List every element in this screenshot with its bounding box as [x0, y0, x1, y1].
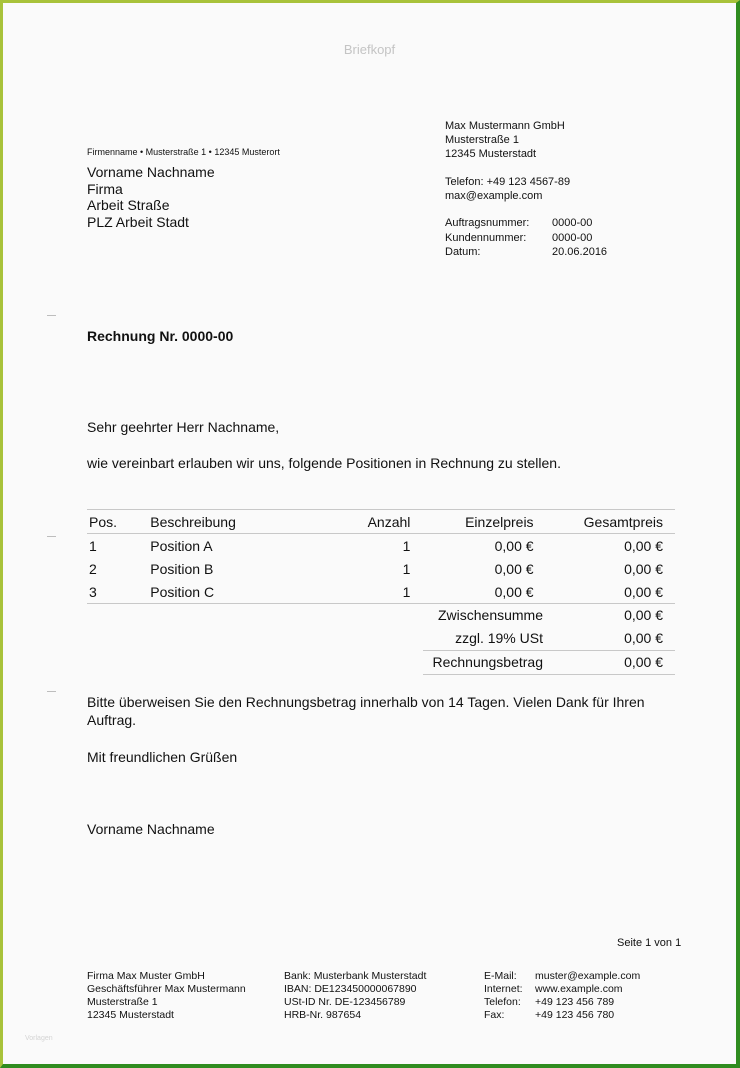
recipient-name: Vorname Nachname — [87, 164, 215, 180]
hole-punch-mark — [47, 536, 56, 537]
subtotal-row — [423, 604, 675, 627]
header-quantity: Anzahl — [349, 510, 410, 534]
vat-row — [423, 627, 675, 650]
footer-line: USt-ID Nr. DE-123456789 — [284, 996, 406, 1008]
ref-customer-number — [445, 231, 607, 246]
company-name: Max Mustermann GmbH — [445, 120, 565, 132]
ref-value: 0000-00 — [552, 231, 593, 244]
table-header-row — [87, 510, 675, 534]
cell-pos: 1 — [89, 537, 97, 554]
subtotal-label: Zwischensumme — [437, 607, 543, 623]
fold-mark-bottom — [47, 691, 56, 692]
footer-line: Geschäftsführer Max Mustermann — [87, 983, 246, 995]
company-city: 12345 Musterstadt — [445, 148, 537, 160]
grand-total-label: Rechnungsbetrag — [432, 654, 543, 670]
footer-label: Internet: — [484, 983, 523, 995]
reference-block — [445, 216, 607, 260]
vat-value: 0,00 € — [624, 630, 663, 646]
table-row — [87, 534, 675, 558]
footer-line: Bank: Musterbank Musterstadt — [284, 970, 427, 982]
footer-line: IBAN: DE123450000067890 — [284, 983, 417, 995]
cell-description: Position B — [150, 560, 214, 577]
cell-unit-price: 0,00 € — [494, 560, 534, 577]
cell-pos: 3 — [87, 580, 150, 604]
footer-label: Telefon: — [484, 996, 521, 1008]
intro-text: wie vereinbart erlauben wir uns, folgende Positionen in Rechnung zu stellen. — [87, 455, 561, 471]
footer-line: Musterstraße 1 — [87, 996, 158, 1008]
grand-total-row — [423, 650, 675, 675]
table-row — [87, 557, 675, 580]
cell-total-price: 0,00 € — [534, 580, 675, 604]
letterhead-placeholder: Briefkopf — [343, 42, 396, 57]
vat-label: zzgl. 19% USt — [455, 630, 543, 646]
footer-line: 12345 Musterstadt — [87, 1009, 174, 1021]
cell-unit-price: 0,00 € — [410, 580, 533, 604]
footer-fax: +49 123 456 780 — [535, 1009, 615, 1021]
recipient-city: PLZ Arbeit Stadt — [87, 213, 189, 230]
totals-block — [423, 604, 675, 675]
recipient-company: Firma — [87, 180, 123, 197]
payment-note: Bitte überweisen Sie den Rechnungsbetrag innerhalb von 14 Tagen. Vielen Dank für Ihren Auftrag. — [87, 694, 645, 728]
invoice-subject: Rechnung Nr. 0000-00 — [87, 328, 234, 344]
footer-phone-row — [484, 996, 640, 1009]
closing-phrase: Mit freundlichen Grüßen — [87, 749, 238, 765]
ref-label: Datum: — [445, 246, 481, 258]
invoice-items-table — [87, 509, 675, 604]
page-number: Seite 1 von 1 — [617, 937, 682, 949]
ref-label: Kundennummer: — [445, 231, 527, 244]
cell-pos: 2 — [89, 560, 97, 577]
cell-unit-price: 0,00 € — [494, 537, 534, 554]
signature-name: Vorname Nachname — [87, 821, 215, 837]
table-row — [87, 580, 675, 604]
footer-contact — [484, 970, 640, 1022]
ref-date — [445, 245, 607, 260]
footer-internet-row — [484, 983, 640, 996]
footer-phone: +49 123 456 789 — [535, 996, 615, 1008]
brand-watermark: Vorlagen — [25, 1035, 53, 1042]
company-info — [445, 119, 570, 203]
ref-value: 20.06.2016 — [552, 246, 608, 258]
header-description: Beschreibung — [150, 510, 349, 534]
header-pos: Pos. — [87, 510, 150, 534]
header-unit-price: Einzelpreis — [410, 510, 533, 534]
grand-total-value: 0,00 € — [624, 654, 663, 670]
company-email[interactable]: max@example.com — [445, 190, 543, 202]
ref-label: Auftragsnummer: — [445, 217, 530, 229]
salutation: Sehr geehrter Herr Nachname, — [87, 419, 280, 435]
footer-line: Firma Max Muster GmbH — [87, 970, 205, 982]
fold-mark-top — [47, 315, 56, 316]
cell-description: Position C — [150, 580, 349, 604]
subtotal-value: 0,00 € — [624, 607, 663, 623]
ref-order-number — [445, 216, 607, 231]
footer-line: HRB-Nr. 987654 — [284, 1009, 362, 1021]
footer-label: Fax: — [484, 1009, 505, 1021]
cell-total-price: 0,00 € — [624, 537, 663, 554]
cell-quantity: 1 — [402, 537, 411, 554]
cell-quantity: 1 — [349, 580, 410, 604]
company-phone: Telefon: +49 123 4567-89 — [445, 176, 571, 188]
cell-quantity: 1 — [402, 560, 411, 577]
ref-value: 0000-00 — [552, 217, 593, 229]
recipient-street: Arbeit Straße — [87, 197, 170, 213]
cell-description: Position A — [150, 537, 213, 554]
company-street: Musterstraße 1 — [445, 134, 519, 146]
sender-return-line: Firmenname • Musterstraße 1 • 12345 Musterort — [87, 147, 280, 157]
footer-fax-row — [484, 1009, 640, 1022]
footer-email[interactable]: muster@example.com — [535, 970, 641, 982]
footer-email-row — [484, 970, 640, 983]
footer-company — [87, 970, 246, 1022]
header-total-price: Gesamtpreis — [534, 510, 675, 534]
footer-website[interactable]: www.example.com — [535, 983, 623, 995]
footer-label: E-Mail: — [484, 970, 517, 982]
recipient-address — [87, 164, 215, 230]
footer-bank — [284, 970, 426, 1022]
cell-total-price: 0,00 € — [624, 560, 663, 577]
